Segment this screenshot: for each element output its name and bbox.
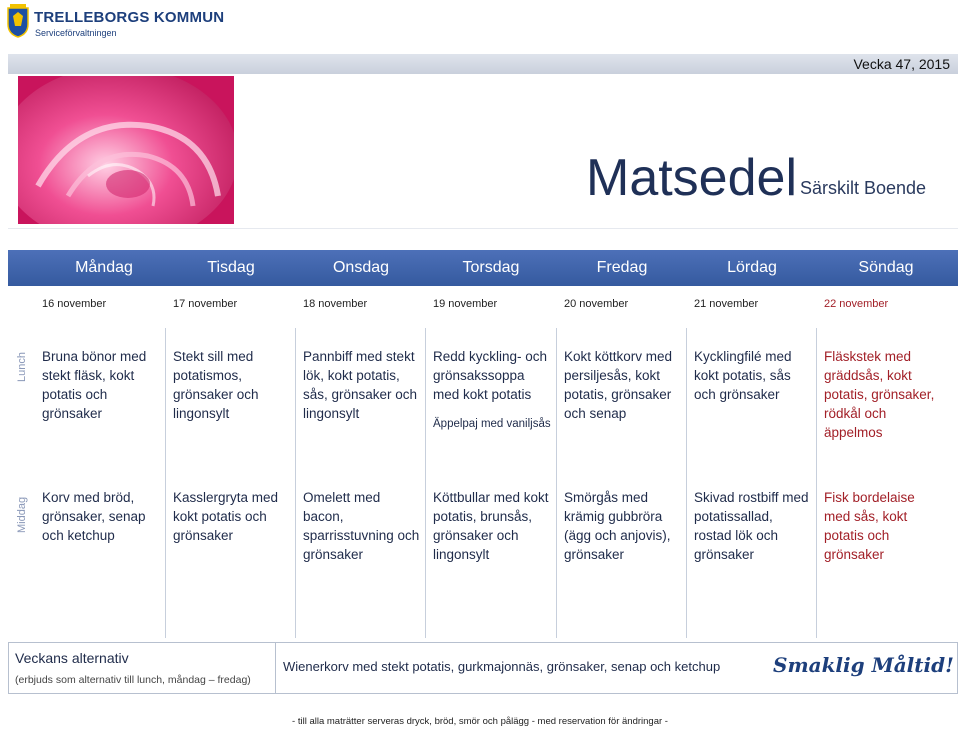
- alternative-divider: [275, 643, 276, 693]
- column-divider: [295, 328, 296, 638]
- date-thursday: 19 november: [433, 298, 498, 310]
- column-divider: [816, 328, 817, 638]
- day-tuesday: Tisdag: [207, 259, 255, 276]
- dinner-saturday: [694, 488, 812, 564]
- day-sunday: Söndag: [858, 259, 914, 276]
- meal-text: Kasslergryta med kokt potatis och grönsaker: [173, 490, 279, 543]
- date-tuesday: 17 november: [173, 298, 238, 310]
- lunch-friday: [564, 347, 682, 423]
- date-saturday: 21 november: [694, 298, 759, 310]
- dinner-wednesday: [303, 488, 421, 564]
- footer-note: - till alla maträtter serveras dryck, bröd, smör och pålägg - med reservation för ändringar -: [292, 716, 668, 727]
- dinner-sunday: [824, 488, 942, 564]
- hero-banner: [8, 74, 958, 229]
- week-label: Vecka 47, 2015: [853, 56, 950, 72]
- day-thursday: Torsdag: [462, 259, 520, 276]
- dinner-friday: [564, 488, 682, 564]
- dinner-tuesday: [173, 488, 291, 545]
- logo-subtitle: Serviceförvaltningen: [35, 28, 117, 38]
- meal-text: Pannbiff med stekt lök, kokt potatis, sås, grönsaker och lingonsylt: [303, 349, 418, 421]
- day-friday: Fredag: [596, 259, 648, 276]
- column-divider: [165, 328, 166, 638]
- column-divider: [556, 328, 557, 638]
- meal-text: Fläskstek med gräddsås, kokt potatis, grönsaker, rödkål och äppelmos: [824, 349, 935, 440]
- day-monday: Måndag: [75, 259, 133, 276]
- menu-grid: [8, 328, 958, 638]
- rose-image: [18, 76, 234, 224]
- date-monday: 16 november: [42, 298, 107, 310]
- meal-text: Skivad rostbiff med potatissallad, rostad lök och grönsaker: [694, 490, 809, 562]
- logo-title: TRELLEBORGS KOMMUN: [34, 9, 225, 26]
- slogan: Smaklig Måltid!: [773, 653, 954, 677]
- meal-text: Smörgås med krämig gubbröra (ägg och anjovis), grönsaker: [564, 490, 671, 562]
- meal-text: Köttbullar med kokt potatis, brunsås, grönsaker och lingonsylt: [433, 490, 549, 562]
- municipality-logo: [6, 4, 225, 42]
- dinner-thursday: [433, 488, 551, 564]
- lunch-saturday: [694, 347, 812, 404]
- page-subtitle: Särskilt Boende: [800, 178, 927, 198]
- meal-text: Korv med bröd, grönsaker, senap och ketchup: [42, 490, 146, 543]
- row-label-dinner: Middag: [16, 496, 28, 533]
- lunch-tuesday: [173, 347, 291, 423]
- lunch-sunday: [824, 347, 942, 442]
- meal-text: Fisk bordelaise med sås, kokt potatis och grönsaker: [824, 490, 915, 562]
- weekly-alternative-box: [8, 642, 958, 694]
- meal-text: Bruna bönor med stekt fläsk, kokt potatis och grönsaker: [42, 349, 147, 421]
- lunch-thursday: [433, 347, 551, 432]
- row-label-lunch: Lunch: [16, 352, 28, 382]
- day-saturday: Lördag: [727, 259, 777, 276]
- meal-text: Stekt sill med potatismos, grönsaker och lingonsylt: [173, 349, 259, 421]
- date-wednesday: 18 november: [303, 298, 368, 310]
- meal-text: Kycklingfilé med kokt potatis, sås och grönsaker: [694, 349, 792, 402]
- meal-text: Omelett med bacon, sparrisstuvning och grönsaker: [303, 490, 420, 562]
- coat-of-arms-icon: [6, 4, 30, 38]
- date-row: [8, 288, 958, 324]
- meal-text: Kokt köttkorv med persiljesås, kokt potatis, grönsaker och senap: [564, 349, 673, 421]
- dessert-text: Äppelpaj med vaniljsås: [433, 418, 551, 430]
- lunch-monday: [42, 347, 160, 423]
- column-divider: [425, 328, 426, 638]
- alternative-note: (erbjuds som alternativ till lunch, måndag – fredag): [15, 674, 251, 686]
- day-wednesday: Onsdag: [332, 259, 390, 276]
- dinner-monday: [42, 488, 160, 545]
- lunch-wednesday: [303, 347, 421, 423]
- alternative-meal: Wienerkorv med stekt potatis, gurkmajonnäs, grönsaker, senap och ketchup: [283, 659, 721, 674]
- date-friday: 20 november: [564, 298, 629, 310]
- alternative-title: Veckans alternativ: [15, 650, 129, 666]
- page-title: Matsedel: [586, 149, 797, 207]
- column-divider: [686, 328, 687, 638]
- meal-text: Redd kyckling- och grönsakssoppa med kokt potatis: [433, 349, 548, 402]
- weekday-header: [8, 250, 958, 286]
- date-sunday: 22 november: [824, 298, 889, 310]
- header-bar: [8, 54, 958, 74]
